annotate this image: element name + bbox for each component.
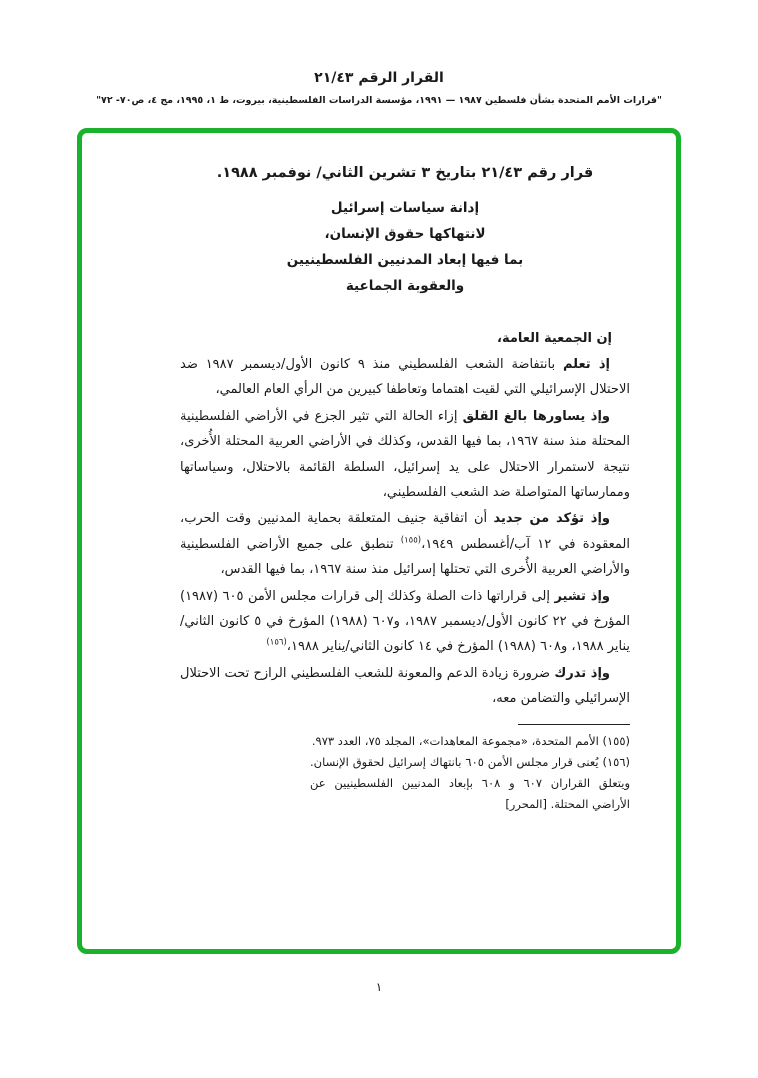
paragraph-text: ضرورة زيادة الدعم والمعونة للشعب الفلسطيني الرازح تحت الاحتلال الإسرائيلي والتضامن معه، [180, 665, 630, 707]
preamble-paragraph [180, 584, 630, 660]
paragraph-text: تنطبق على جميع الأراضي الفلسطينية والأراضي العربية الأُخرى التي تحتلها إسرائيل منذ سنة ١٩٦٧، بما فيها القدس، [180, 536, 630, 578]
paragraph-text: بانتفاضة الشعب الفلسطيني منذ ٩ كانون الأول/ديسمبر ١٩٨٧ ضد الاحتلال الإسرائيلي التي لقيت اهتماما وتعاطفا كبيرين من الرأي العام العالمي، [180, 357, 630, 398]
footnotes-block [310, 731, 630, 815]
preamble-paragraph [180, 661, 630, 712]
paragraph-lead: وإذ تشير [554, 588, 610, 604]
paragraph-lead: وإذ تدرك [554, 665, 610, 681]
subtitle-line: بما فيها إبعاد المدنيين الفلسطينيين [286, 252, 524, 268]
text-column [180, 165, 630, 815]
footnote-ref-156: (١٥٦) [266, 638, 287, 649]
salutation: إن الجمعية العامة، [497, 331, 612, 346]
resolution-number-heading: القرار الرقم ٢١/٤٣ [314, 70, 444, 86]
resolution-title: قرار رقم ٢١/٤٣ بتاريخ ٣ تشرين الثاني/ نوفمبر ١٩٨٨. [216, 165, 594, 181]
highlight-frame [77, 128, 681, 954]
preamble-paragraph [180, 404, 630, 506]
preamble-paragraph [180, 352, 630, 403]
page-number: ١ [375, 980, 383, 994]
paragraph-text: أن اتفاقية جنيف المتعلقة بحماية المدنيين وقت الحرب، المعقودة في ١٢ آب/أغسطس ١٩٤٩، [180, 511, 630, 552]
subtitle-line: والعقوبة الجماعية [345, 278, 465, 294]
preamble-paragraph [180, 506, 630, 582]
subtitle-line: إدانة سياسات إسرائيل [330, 200, 480, 216]
footnote-ref-155: (١٥٥) [400, 535, 422, 546]
paragraph-text: إزاء الحالة التي تثير الجزع في الأراضي الفلسطينية المحتلة منذ سنة ١٩٦٧، بما فيها القدس، وكذلك في الأراضي العربية المحتلة الأُخرى، نتيجة لاستمرار الاحتلال على يد إسرائيل، السلطة القائمة بالاحتلال، وسياساتها وممارساتها المتواصلة ضد الشعب الفلسطيني، [180, 408, 630, 501]
subtitle-line: لانتهاكها حقوق الإنسان، [324, 226, 486, 242]
footnote-item: (١٥٦) يُعنى قرار مجلس الأمن ٦٠٥ بانتهاك إسرائيل لحقوق الإنسان. ويتعلق القراران ٦٠٧ و ٦٠٨ بإبعاد المدنيين الفلسطينيين عن الأراضي المحتلة. [المحرر] [310, 754, 631, 811]
resolution-subtitle [180, 195, 630, 299]
paragraph-lead: وإذ يساورها بالغ القلق [462, 408, 610, 424]
paragraph-lead: إذ تعلم [562, 357, 610, 372]
footnote-item: (١٥٥) الأمم المتحدة، «مجموعة المعاهدات»، المجلد ٧٥، العدد ٩٧٣. [311, 733, 630, 748]
footnote-separator [518, 724, 630, 725]
source-citation: "قرارات الأمم المتحدة بشأن فلسطين ١٩٨٧ — ١٩٩١، مؤسسة الدراسات الفلسطينية، بيروت، ط ١، ١٩٩٥، مج ٤، ص٧٠- ٧٢" [96, 95, 662, 106]
paragraph-text: إلى قراراتها ذات الصلة وكذلك إلى قرارات مجلس الأمن ٦٠٥ (١٩٨٧) المؤرخ في ٢٢ كانون الأول/ديسمبر ١٩٨٧، و٦٠٧ (١٩٨٨) المؤرخ في ٥ كانون الثاني/يناير ١٩٨٨، و٦٠٨ (١٩٨٨) المؤرخ في ١٤ كانون الثاني/يناير ١٩٨٨، [180, 588, 631, 655]
paragraph-lead: وإذ تؤكد من جديد [493, 511, 610, 527]
